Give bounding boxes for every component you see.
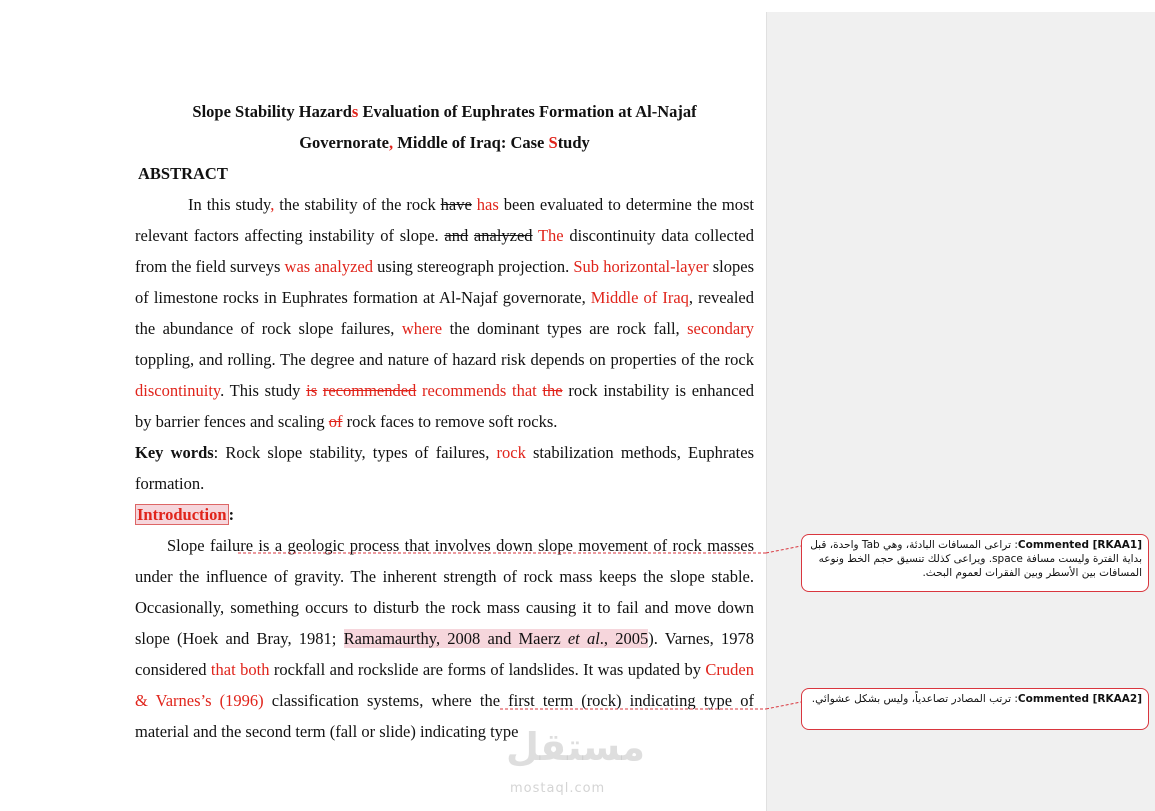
comment-balloon-1[interactable] bbox=[801, 534, 1149, 592]
highlighted-citation[interactable]: Ramamaurthy, 2008 and Maerz et al., 2005 bbox=[343, 629, 649, 648]
introduction-heading[interactable]: Introduction bbox=[137, 505, 227, 524]
deleted-text: have bbox=[440, 195, 472, 214]
inserted-text: secondary bbox=[687, 319, 754, 338]
inserted-text: Middle of Iraq bbox=[590, 288, 689, 307]
document-body[interactable] bbox=[135, 96, 754, 747]
comment-author-label: Commented [RKAA2] bbox=[1017, 693, 1142, 705]
deleted-text: analyzed bbox=[473, 226, 533, 245]
inserted-text: The bbox=[532, 226, 564, 245]
inserted-text: discontinuity bbox=[135, 381, 221, 400]
abstract-heading: ABSTRACT bbox=[138, 164, 228, 183]
deleted-text: of bbox=[328, 412, 343, 431]
comment-text: : ترتب المصادر تصاعدياً، وليس بشكل عشوائي. bbox=[811, 693, 1018, 705]
inserted-text: where bbox=[401, 319, 443, 338]
inserted-text: has bbox=[471, 195, 499, 214]
introduction-paragraph: Slope failure is a geologic process that involves down slope movement of rock masses under the influence of gravity. The inherent strength of rock mass keeps the slope stable. Occasionally, something occurs to disturb the rock mass causing it to fail and move down slope (Hoek and Bray, 1981; Ramamaurthy, 2008 and Maerz et al., 2005). Varnes, 1978 considered that both rockfall and rockslide are forms of landslides. It was updated by Cruden & Varnes’s (1996) classification systems, where the first term (rock) indicating type of material and the second term (fall or slide) indicating type bbox=[135, 536, 754, 741]
inserted-text: recommends that bbox=[416, 381, 537, 400]
abstract-paragraph: In this study, the stability of the rock have has been evaluated to determine the most relevant factors affecting instability of slope. and analyzed The discontinuity data collected from the field surveys was analyzed using stereograph projection. Sub horizontal-layer slopes of limestone rocks in Euphrates formation at Al-Najaf governorate, Middle of Iraq, revealed the abundance of rock slope failures, where the dominant types are rock fall, secondary toppling, and rolling. The degree and nature of hazard risk depends on properties of the rock discontinuity. This study is recommended recommends that the rock instability is enhanced by barrier fences and scaling of rock faces to remove soft rocks. bbox=[135, 195, 755, 431]
inserted-text: Sub horizontal-layer bbox=[573, 257, 709, 276]
watermark-url: mostaql.com bbox=[510, 781, 606, 796]
watermark-logo: مستقل bbox=[506, 725, 645, 769]
comment-text: : تراعى المسافات البادئة، وهي Tab واحدة، قبل بداية الفترة وليست مسافة space. ويراعى كذلك تنسيق حجم الخط ونوعه المسافات بين الأسطر وبين الفقرات لعموم البحث. bbox=[810, 539, 1142, 579]
deleted-text: recommended bbox=[322, 381, 417, 400]
introduction-heading-line: Introduction : bbox=[137, 505, 235, 524]
comment-balloon-2[interactable] bbox=[801, 688, 1149, 730]
paper-title: Slope Stability Hazards Evaluation of Euphrates Formation at Al-Najaf Governorate, Middle of Iraq: Case Study bbox=[192, 102, 697, 152]
keywords-paragraph: Key words: Rock slope stability, types of failures, rock stabilization methods, Euphrates formation. bbox=[135, 443, 754, 493]
deleted-text: the bbox=[542, 381, 563, 400]
inserted-text: was analyzed bbox=[284, 257, 373, 276]
deleted-text: is bbox=[306, 381, 318, 400]
deleted-text: and bbox=[444, 226, 469, 245]
comment-author-label: Commented [RKAA1] bbox=[1017, 539, 1142, 551]
